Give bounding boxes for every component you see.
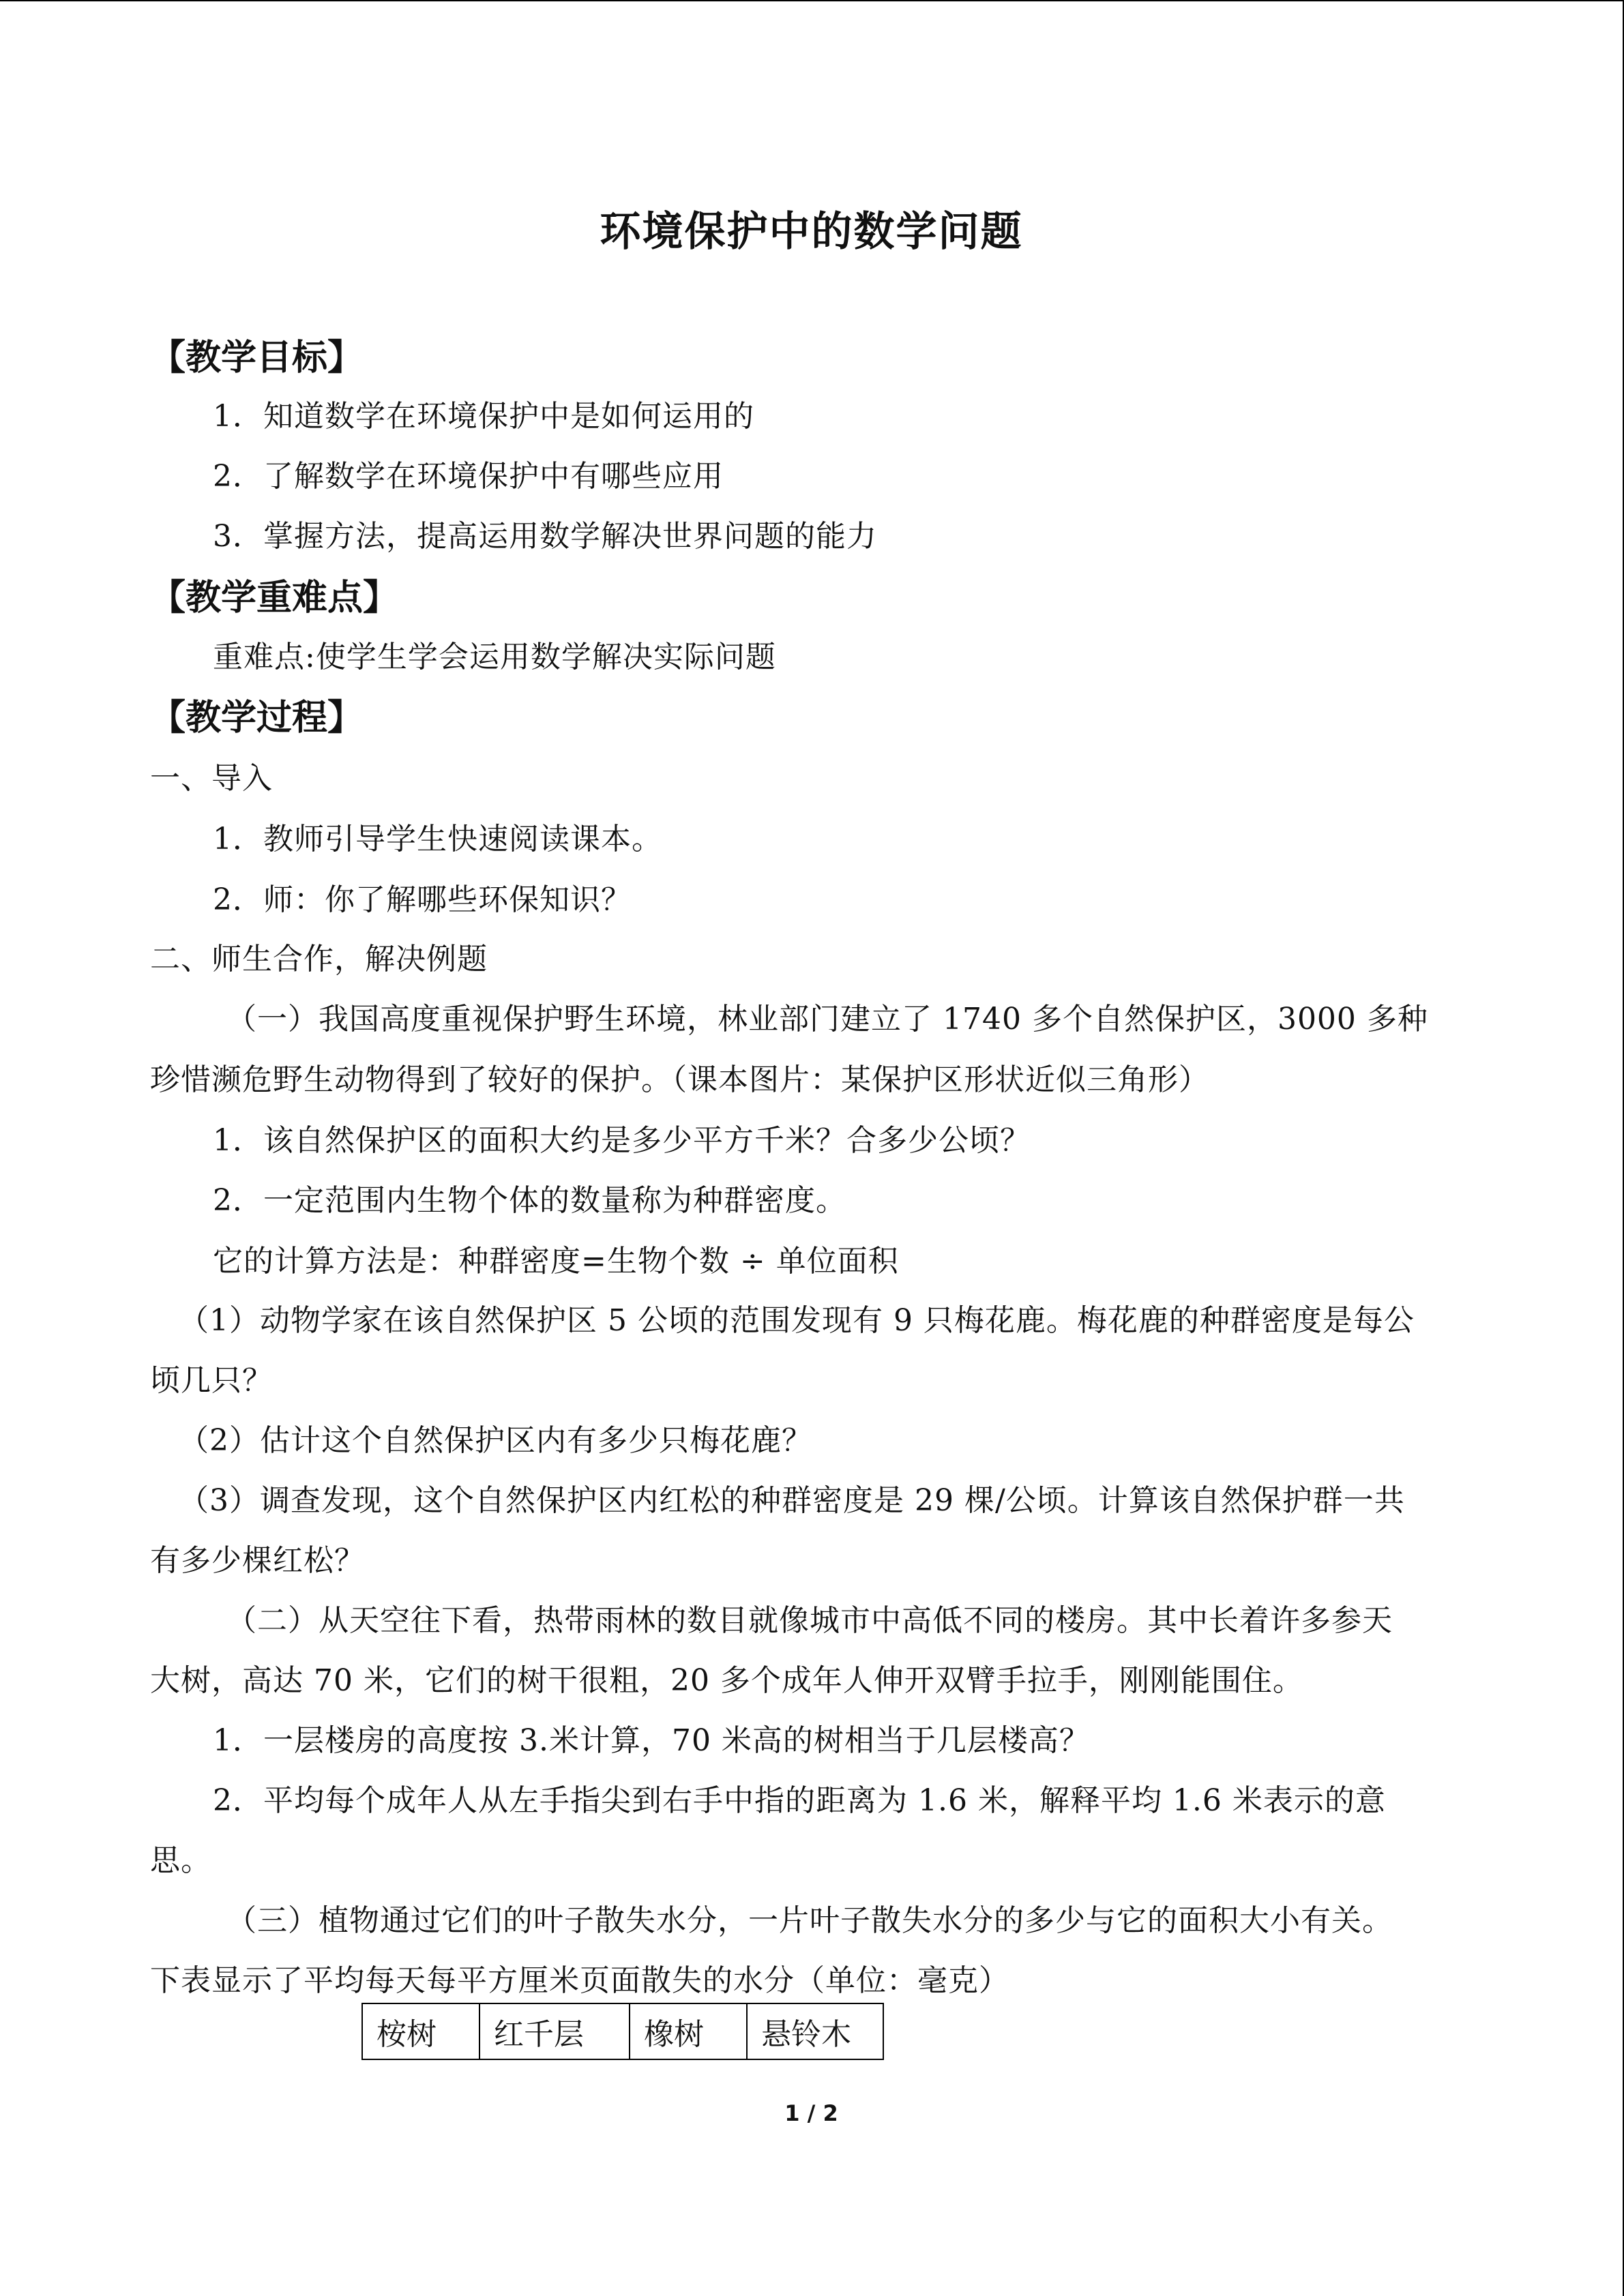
paragraph-line: （1）动物学家在该自然保护区 5 公顷的范围发现有 9 只梅花鹿。梅花鹿的种群密度是每公 [179, 1303, 1415, 1338]
objective-item: 1．知道数学在环境保护中是如何运用的 [213, 399, 754, 434]
page-title: 环境保护中的数学问题 [600, 208, 1023, 256]
page-number: 1 / 2 [784, 2100, 838, 2126]
intro-item: 1．教师引导学生快速阅读课本。 [213, 822, 662, 856]
paragraph-line: 2．平均每个成年人从左手指尖到右手中指的距离为 1.6 米，解释平均 1.6 米表示的意 [213, 1783, 1386, 1818]
table-cell: 桉树 [362, 2003, 479, 2059]
paragraph-line: 1．一层楼房的高度按 3.米计算，70 米高的树相当于几层楼高？ [213, 1723, 1090, 1758]
paragraph-line: 有多少棵红松？ [150, 1543, 365, 1578]
water-loss-table [361, 2003, 884, 2060]
objective-item: 3．掌握方法，提高运用数学解决世界问题的能力 [213, 519, 877, 554]
table-cell: 悬铃木 [747, 2003, 883, 2059]
paragraph-line: （3）调查发现，这个自然保护区内红松的种群密度是 29 棵/公顷。计算该自然保护群一共 [179, 1483, 1405, 1518]
paragraph-line: （三）植物通过它们的叶子散失水分，一片叶子散失水分的多少与它的面积大小有关。 [226, 1903, 1393, 1938]
paragraph-line: 顷几只？ [150, 1363, 273, 1398]
paragraph-line: 2．一定范围内生物个体的数量称为种群密度。 [213, 1183, 846, 1218]
key-points-text: 重难点:使学生学会运用数学解决实际问题 [213, 640, 776, 674]
process-heading: 【教学过程】 [150, 698, 364, 739]
paragraph-line: 下表显示了平均每天每平方厘米页面散失的水分（单位：毫克） [150, 1963, 1009, 1998]
paragraph-line: （2）估计这个自然保护区内有多少只梅花鹿？ [179, 1423, 812, 1458]
objective-item: 2．了解数学在环境保护中有哪些应用 [213, 459, 724, 494]
section-heading: 二、师生合作，解决例题 [150, 942, 488, 976]
paragraph-line: 珍惜濒危野生动物得到了较好的保护。（课本图片：某保护区形状近似三角形） [150, 1062, 1209, 1097]
paragraph-line: 1．该自然保护区的面积大约是多少平方千米？合多少公顷？ [213, 1123, 1031, 1158]
intro-item: 2．师：你了解哪些环保知识？ [213, 882, 632, 917]
paragraph-line: 它的计算方法是：种群密度=生物个数 ÷ 单位面积 [213, 1244, 899, 1279]
table-cell: 红千层 [479, 2003, 630, 2059]
paragraph-line: 大树，高达 70 米，它们的树干很粗，20 多个成年人伸开双臂手拉手，刚刚能围住。 [150, 1663, 1303, 1698]
table-row [362, 2003, 883, 2059]
objectives-heading: 【教学目标】 [150, 338, 364, 378]
table-cell: 橡树 [630, 2003, 747, 2059]
section-heading: 一、导入 [150, 761, 273, 796]
key-points-heading: 【教学重难点】 [150, 578, 399, 618]
paragraph-line: （一）我国高度重视保护野生环境，林业部门建立了 1740 多个自然保护区，3000 多种 [226, 1002, 1428, 1037]
paragraph-line: 思。 [150, 1843, 211, 1878]
paragraph-line: （二）从天空往下看，热带雨林的数目就像城市中高低不同的楼房。其中长着许多参天 [226, 1603, 1393, 1638]
